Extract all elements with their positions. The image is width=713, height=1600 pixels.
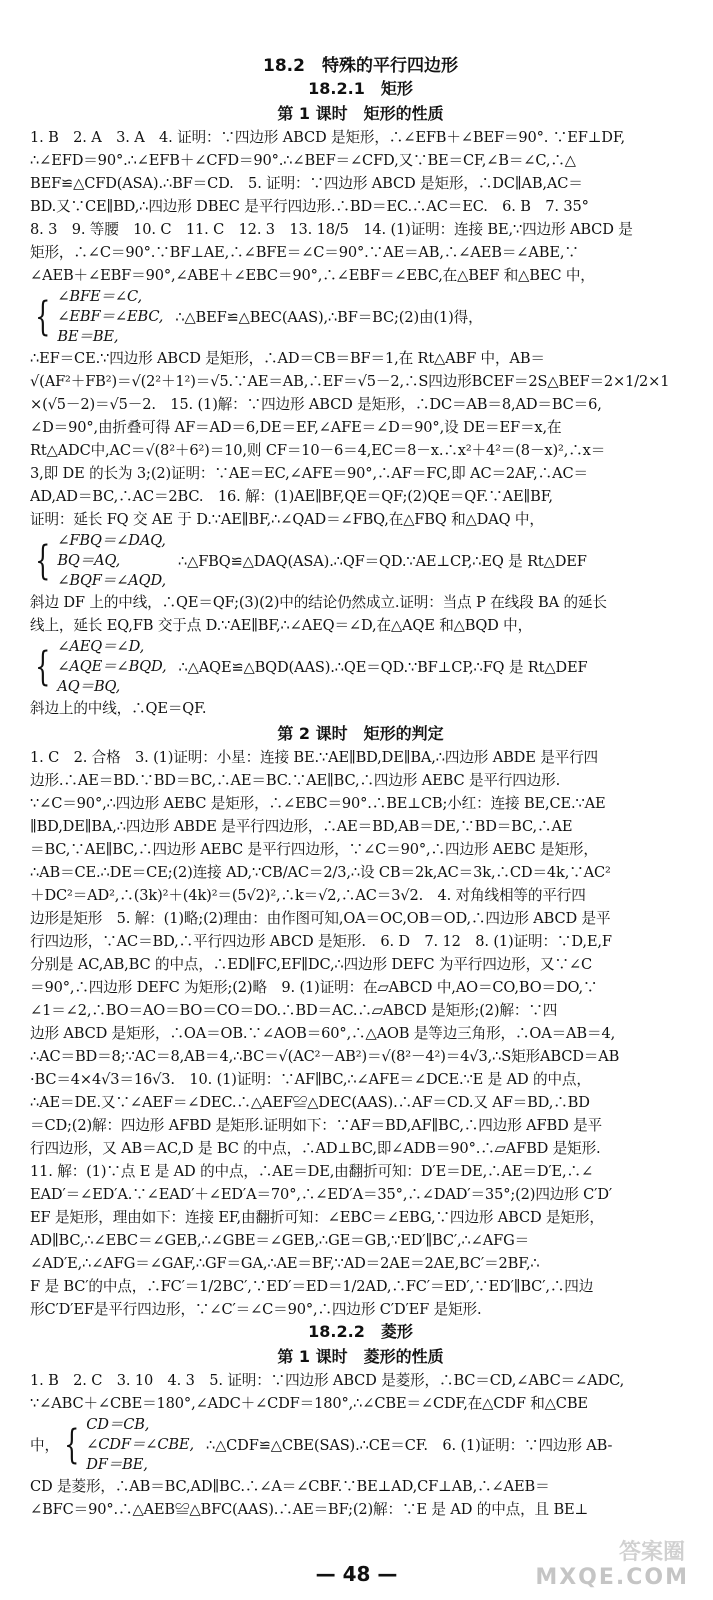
answer-line: 3,即 DE 的长为 3;(2)证明：∵AE＝EC,∠AFE＝90°,∴AF＝FC,即 AC＝2AF,∴AC＝ xyxy=(30,465,588,482)
answer-line: ∠1＝∠2,∴BO＝AO＝BO＝CO＝DO.∴BD＝AC.∴▱ABCD 是矩形;(2)解：∵四 xyxy=(30,1002,558,1019)
answer-line: 矩形，∴∠C＝90°.∵BF⊥AE,∴∠BFE＝∠C＝90°.∵AE＝AB,∴∠AEB＝∠ABE,∵ xyxy=(30,244,579,261)
brace-symbol: { xyxy=(35,644,51,690)
answer-line: 11. 解：(1)∵点 E 是 AD 的中点，∴AE＝DE,由翻折可知：D′E＝DE,∴AE＝D′E,∴∠ xyxy=(30,1163,594,1180)
answer-line: ∠AD′E,∴∠AFG＝∠GAF,∴GF＝GA,∴AE＝BF,∵AD＝2AE＝2AE,BC′＝2BF,∴ xyxy=(30,1255,540,1272)
answer-line: 形C′D′EF是平行四边形，∵∠C′＝∠C＝90°,∴四边形 C′D′EF 是矩形. xyxy=(30,1301,482,1318)
watermark-chinese: 答案圈 xyxy=(618,1540,685,1565)
answer-line: Rt△ADC中,AC＝√(8²＋6²)＝10,则 CF＝10－6＝4,EC＝8－x.∴x²＋4²＝(8－x)²,∴x＝ xyxy=(30,442,606,459)
answer-line: ∵∠C＝90°,∴四边形 AEBC 是矩形，∴∠EBC＝90°.∴BE⊥CB;小红：连接 BE,CE.∵AE xyxy=(30,795,606,812)
answer-line: ×(√5－2)＝√5－2. 15. (1)解：∵四边形 ABCD 是矩形，∴DC＝AB＝8,AD＝BC＝6, xyxy=(30,396,602,413)
answer-line: 斜边上的中线，∴QE＝QF. xyxy=(30,700,207,717)
subsection-title-rectangle: 18.2.1 矩形 xyxy=(308,79,413,98)
answer-line: ∠AEB＋∠EBF＝90°,∠ABE＋∠EBC＝90°,∴∠EBF＝∠EBC,在△BEF 和△BEC 中， xyxy=(30,267,595,284)
system-line: ∠FBQ＝∠DAQ, xyxy=(57,532,166,549)
answer-line: 边形是矩形 5. 解：(1)略;(2)理由：由作图可知,OA＝OC,OB＝OD,∴四边形 ABCD 是平 xyxy=(30,910,611,927)
system-line: ∠AEQ＝∠D, xyxy=(57,638,145,655)
answer-line: 斜边 DF 上的中线，∴QE＝QF;(3)(2)中的结论仍然成立.证明：当点 P 在线段 BA 的延长 xyxy=(30,594,607,611)
answer-line: 1. B 2. C 3. 10 4. 3 5. 证明：∵四边形 ABCD 是菱形，∴BC＝CD,∠ABC＝∠ADC, xyxy=(30,1372,625,1389)
answer-line: CD 是菱形，∴AB＝BC,AD∥BC.∴∠A＝∠CBF.∵BE⊥AD,CF⊥AB,∴∠AEB＝ xyxy=(30,1478,550,1495)
system-conclusion: ∴△FBQ≌△DAQ(ASA).∴QF＝QD.∵AE⊥CP,∴EQ 是 Rt△DEF xyxy=(178,552,587,570)
answer-line: AD∥BC,∴∠EBC＝∠GEB,∴∠GBE＝∠GEB,∴GE＝GB,∵ED′∥BC′,∴∠AFG＝ xyxy=(30,1232,530,1249)
answer-line: 1. C 2. 合格 3. (1)证明：小星：连接 BE.∵AE∥BD,DE∥BA,∴四边形 ABDE 是平行四 xyxy=(30,749,599,766)
lesson2-answers xyxy=(30,746,691,1321)
answer-line: ＝CD;(2)解：四边形 AFBD 是矩形.证明如下：∵AF＝BD,AF∥BC,∴四边形 AFBD 是平 xyxy=(30,1117,602,1134)
lesson-title-rectangle-properties: 第 1 课时 矩形的性质 xyxy=(277,104,444,123)
answer-line: ∵∠ABC＋∠CBE＝180°,∠ADC＋∠CDF＝180°,∴∠CBE＝∠CDF,在△CDF 和△CBE xyxy=(30,1395,588,1412)
answer-line: AD,AD＝BC,∴AC＝2BC. 16. 解：(1)AE∥BF,QE＝QF;(2)QE＝QF.∵AE∥BF, xyxy=(30,488,553,505)
answer-line: ∠BFC＝90°.∴△AEB≌△BFC(AAS).∴AE＝BF;(2)解：∵E 是 AD 的中点，且 BE⊥ xyxy=(30,1501,589,1518)
answer-line: ＋DC²＝AD²,∴(3k)²＋(4k)²＝(5√2)²,∴k＝√2,∴AC＝3√2. 4. 对角线相等的平行四 xyxy=(30,887,586,904)
answer-line: 8. 3 9. 等腰 10. C 11. C 12. 3 13. 18/5 14. (1)证明：连接 BE,∵四边形 ABCD 是 xyxy=(30,221,633,238)
lesson1-answers xyxy=(30,126,691,720)
answer-line: F 是 BC′的中点，∴FC′＝1/2BC′,∵ED′＝ED＝1/2AD,∴FC′＝ED′,∵ED′∥BC′,∴四边 xyxy=(30,1278,594,1295)
system-prefix: 中， xyxy=(30,1436,59,1454)
equation-system xyxy=(30,287,691,347)
answer-line: √(AF²＋FB²)＝√(2²＋1²)＝√5.∵AE＝AB,∴EF＝√5－2,∴S四边形BCEF＝2S△BEF＝2×1/2×1 xyxy=(30,373,670,390)
system-line: ∠BFE＝∠C, xyxy=(57,288,142,305)
answer-line: ＝90°,∴四边形 DEFC 为矩形;(2)略 9. (1)证明：在▱ABCD 中,AO＝CO,BO＝DO,∵ xyxy=(30,979,598,996)
watermark-url: MXQE.COM xyxy=(535,1565,689,1590)
system-line: AQ＝BQ, xyxy=(57,678,121,695)
brace-symbol: { xyxy=(63,1422,80,1468)
system-conclusion: ∴△CDF≌△CBE(SAS).∴CE＝CF. 6. (1)证明：∵四边形 AB- xyxy=(205,1436,613,1454)
brace-symbol: { xyxy=(35,538,51,584)
answer-line: ＝BC,∵AE∥BC,∴四边形 AEBC 是平行四边形，∵∠C＝90°,∴四边形 AEBC 是矩形， xyxy=(30,841,598,858)
system-line: BQ＝AQ, xyxy=(57,552,121,569)
system-line: BE＝BE, xyxy=(57,328,119,345)
brace-symbol: { xyxy=(35,294,51,340)
answer-line: 边形.∴AE＝BD.∵BD＝BC,∴AE＝BC.∵AE∥BC,∴四边形 AEBC 是平行四边形. xyxy=(30,772,561,789)
answer-line: ∥BD,DE∥BA,∴四边形 ABDE 是平行四边形，∴AE＝BD,AB＝DE,∵BD＝BC,∴AE xyxy=(30,818,573,835)
system-line: DF＝BE, xyxy=(86,1456,148,1473)
equation-system xyxy=(30,531,691,591)
answer-line: 分别是 AC,AB,BC 的中点，∴ED∥FC,EF∥DC,∴四边形 DEFC 为平行四边形，又∵∠C xyxy=(30,956,593,973)
answer-line: ∠D＝90°,由折叠可得 AF＝AD＝6,DE＝EF,∠AFE＝∠D＝90°,设 DE＝EF＝x,在 xyxy=(30,419,562,436)
equation-system xyxy=(30,1415,691,1475)
answer-line: BEF≌△CFD(ASA).∴BF＝CD. 5. 证明：∵四边形 ABCD 是矩形，∴DC∥AB,AC＝ xyxy=(30,175,583,192)
system-conclusion: ∴△BEF≌△BEC(AAS),∴BF＝BC;(2)由(1)得， xyxy=(175,308,483,326)
equation-system xyxy=(30,637,691,697)
system-line: CD＝CB, xyxy=(86,1416,150,1433)
page-number: — 48 — xyxy=(315,1562,398,1586)
answer-line: 1. B 2. A 3. A 4. 证明：∵四边形 ABCD 是矩形，∴∠EFB＋∠BEF＝90°. ∵EF⊥DF, xyxy=(30,129,626,146)
answer-line: 行四边形，又 AB＝AC,D 是 BC 的中点，∴AD⊥BC,即∠ADB＝90°.∴▱AFBD 是矩形. xyxy=(30,1140,601,1157)
site-watermark-logo xyxy=(535,1540,705,1596)
answer-line: BD.又∵CE∥BD,∴四边形 DBEC 是平行四边形.∴BD＝EC.∴AC＝EC. 6. B 7. 35° xyxy=(30,198,589,215)
system-line: ∠EBF＝∠EBC, xyxy=(57,308,164,325)
answer-line: ∴AC＝BD＝8;∵AC＝8,AB＝4,∴BC＝√(AC²－AB²)＝√(8²－4²)＝4√3,∴S矩形ABCD＝AB xyxy=(30,1048,620,1065)
lesson3-answers xyxy=(30,1369,691,1521)
answer-line: ·BC＝4×4√3＝16√3. 10. (1)证明：∵AF∥BC,∴∠AFE＝∠DCE.∵E 是 AD 的中点， xyxy=(30,1071,591,1088)
lesson-title-rhombus-properties: 第 1 课时 菱形的性质 xyxy=(277,1347,444,1366)
lesson-title-rectangle-criteria: 第 2 课时 矩形的判定 xyxy=(277,724,444,743)
system-line: ∠CDF＝∠CBE, xyxy=(86,1436,194,1453)
system-line: ∠BQF＝∠AQD, xyxy=(57,572,166,589)
answer-line: 边形 ABCD 是矩形，∴OA＝OB.∵∠AOB＝60°,∴△AOB 是等边三角形，∴OA＝AB＝4, xyxy=(30,1025,616,1042)
section-title: 18.2 特殊的平行四边形 xyxy=(263,56,458,76)
answer-line: 证明：延长 FQ 交 AE 于 D.∵AE∥BF,∴∠QAD＝∠FBQ,在△FBQ 和△DAQ 中， xyxy=(30,511,544,528)
answer-line: ∴AB＝CE.∴DE＝CE;(2)连接 AD,∵CB/AC＝2/3,∴设 CB＝2k,AC＝3k,∴CD＝4k,∵AC² xyxy=(30,864,611,881)
answer-line: 行四边形，∵AC＝BD,∴平行四边形 ABCD 是矩形. 6. D 7. 12 8. (1)证明：∵D,E,F xyxy=(30,933,612,950)
answer-line: 线上，延长 EQ,FB 交于点 D.∵AE∥BF,∴∠AEQ＝∠D,在△AQE 和△BQD 中， xyxy=(30,617,533,634)
answer-line: ∴EF＝CE.∵四边形 ABCD 是矩形，∴AD＝CB＝BF＝1,在 Rt△ABF 中，AB＝ xyxy=(30,350,545,367)
subsection-title-rhombus: 18.2.2 菱形 xyxy=(308,1322,413,1341)
answer-line: ∴∠EFD＝90°.∴∠EFB＋∠CFD＝90°.∴∠BEF＝∠CFD,又∵BE＝CF,∠B＝∠C,∴△ xyxy=(30,152,576,169)
system-line: ∠AQE＝∠BQD, xyxy=(57,658,167,675)
answer-line: EF 是矩形，理由如下：连接 EF,由翻折可知：∠EBC＝∠EBG,∵四边形 ABCD 是矩形， xyxy=(30,1209,604,1226)
answer-line: ∴AE＝DE.又∵∠AEF＝∠DEC.∴△AEF≌△DEC(AAS).∴AF＝CD.又 AF＝BD,∴BD xyxy=(30,1094,590,1111)
answer-line: EAD′＝∠ED′A.∵∠EAD′＋∠ED′A＝70°,∴∠ED′A＝35°,∴∠DAD′＝35°;(2)四边形 C′D′ xyxy=(30,1186,613,1203)
system-conclusion: ∴△AQE≌△BQD(AAS).∴QE＝QD.∵BF⊥CP,∴FQ 是 Rt△DEF xyxy=(178,658,588,676)
